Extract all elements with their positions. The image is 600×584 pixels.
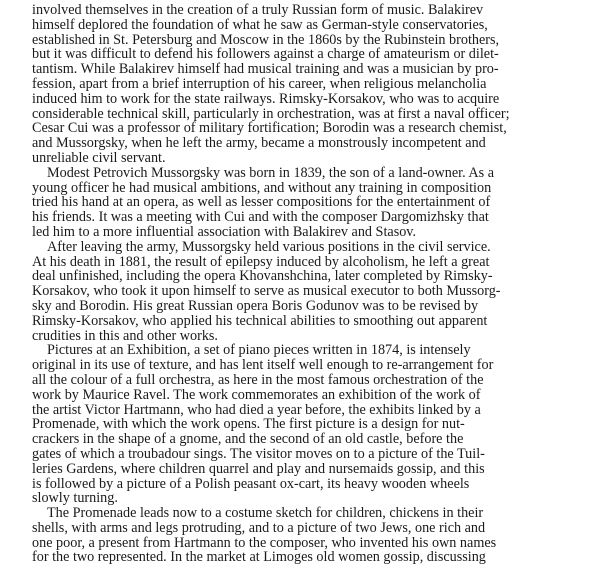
- text-line: involved themselves in the creation of a truly Russian form of music. Balakirev: [32, 2, 484, 18]
- paragraph: [32, 166, 592, 240]
- text-line: all the colour of a full orchestra, as here in the most famous orchestration of the: [32, 371, 484, 388]
- text-line: led him to a more influential association with Balakirev and Stasov.: [32, 223, 417, 240]
- text-line: deal unfinished, including the opera Khovanshchina, later completed by Rimsky-: [32, 268, 493, 285]
- paragraph: [32, 240, 592, 344]
- text-line: fession, apart from a brief interruption of his career, when religious melancholia: [32, 75, 487, 92]
- text-line: and Mussorgsky, when he left the army, became a monstrously incompetent and: [32, 135, 486, 152]
- text-line: Modest Petrovich Mussorgsky was born in 1839, the son of a land-owner. As a: [47, 164, 494, 181]
- text-line: considerable technical skill, particularly in orchestration, was at first a naval officer;: [32, 105, 510, 122]
- text-line: After leaving the army, Mussorgsky held various positions in the civil service.: [47, 238, 491, 255]
- text-line: slowly turning.: [32, 490, 118, 507]
- text-line: induced him to work for the state railways. Rimsky-Korsakov, who was to acquire: [32, 90, 500, 107]
- paragraph: [32, 3, 592, 166]
- text-line: but it was difficult to defend his followers against a charge of amateurism or dilet-: [32, 46, 499, 63]
- text-line: for the two represented. In the market at Limoges old women gossip, discussing: [32, 549, 486, 566]
- text-line: crudities in this and other works.: [32, 327, 218, 344]
- text-line: leries Gardens, where children quarrel and play and nursemaids gossip, and this: [32, 460, 485, 477]
- body-text: [32, 3, 592, 565]
- text-line: Cesar Cui was a professor of military fortification; Borodin was a research chemist,: [32, 120, 507, 137]
- text-line: tried his hand at an opera, as well as lesser compositions for the entertainment of: [32, 194, 491, 211]
- text-line: gates of which a troubadour sings. The visitor moves on to a picture of the Tuil-: [32, 445, 485, 462]
- text-line: himself deplored the foundation of what he saw as German-style conservatories,: [32, 16, 488, 33]
- text-line: work by Maurice Ravel. The work commemorates an exhibition of the work of: [32, 386, 481, 403]
- paragraph: [32, 343, 592, 506]
- text-line: the artist Victor Hartmann, who had died a year before, the exhibits linked by a: [32, 401, 481, 418]
- text-line: is followed by a picture of a Polish peasant ox-cart, its heavy wooden wheels: [32, 475, 470, 492]
- text-line: shells, with arms and legs protruding, and to a picture of two Jews, one rich and: [32, 519, 486, 536]
- text-line: At his death in 1881, the result of epilepsy induced by alcoholism, he left a great: [32, 253, 490, 270]
- text-line: Korsakov, who took it upon himself to serve as musical executor to both Mussorg-: [32, 283, 501, 300]
- text-line: his friends. It was a meeting with Cui and with the composer Dargomizhsky that: [32, 209, 489, 226]
- text-line: The Promenade leads now to a costume sketch for children, chickens in their: [47, 505, 484, 522]
- text-line: Pictures at an Exhibition, a set of piano pieces written in 1874, is intensely: [47, 342, 471, 359]
- text-line: crackers in the shape of a gnome, and the second of an old castle, before the: [32, 431, 464, 448]
- text-line: Promenade, with which the work opens. The first picture is a design for nut-: [32, 416, 465, 433]
- text-line: Rimsky-Korsakov, who applied his technical abilities to smoothing out apparent: [32, 312, 488, 329]
- paragraph: [32, 506, 592, 565]
- text-line: tantism. While Balakirev himself had musical training and was a musician by pro-: [32, 61, 499, 78]
- text-line: one poor, a present from Hartmann to the composer, who invented his own names: [32, 534, 497, 551]
- text-line: established in St. Petersburg and Moscow in the 1860s by the Rubinstein brothers,: [32, 31, 500, 48]
- text-line: original in its use of texture, and has lent itself well enough to re-arrangement for: [32, 357, 494, 374]
- text-line: sky and Borodin. His great Russian opera Boris Godunov was to be revised by: [32, 297, 479, 314]
- text-line: unreliable civil servant.: [32, 149, 166, 166]
- text-line: young officer he had musical ambitions, and without any training in composition: [32, 179, 492, 196]
